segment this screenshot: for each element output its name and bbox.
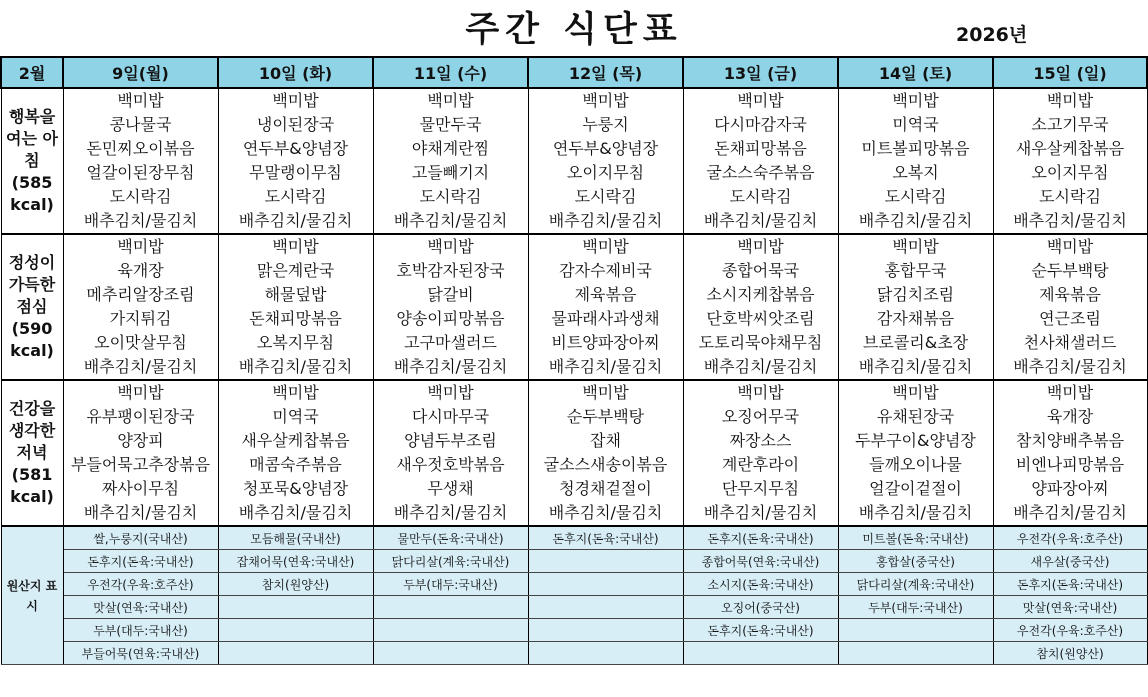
origin-item: 모듬해물(국내산) [218,526,373,550]
menu-item: 미트볼피망볶음 [838,137,993,161]
origin-item [373,596,528,619]
menu-row [1,88,1147,113]
origin-item: 닭다리살(계육:국내산) [838,573,993,596]
menu-item: 백미밥 [993,88,1147,113]
menu-item: 참치양배추볶음 [993,429,1147,453]
menu-item: 백미밥 [63,88,218,113]
menu-item: 배추김치/물김치 [993,355,1147,380]
menu-item: 배추김치/물김치 [218,209,373,234]
day-header: 15일 (일) [993,57,1147,88]
menu-item: 종합어묵국 [683,259,838,283]
menu-item: 들깨오이나물 [838,453,993,477]
menu-row [1,405,1147,429]
menu-item: 해물덮밥 [218,283,373,307]
origin-item [683,642,838,665]
menu-item: 오이지무침 [528,161,683,185]
menu-item: 백미밥 [993,380,1147,405]
menu-item: 새우살케찹볶음 [993,137,1147,161]
menu-item: 오징어무국 [683,405,838,429]
origin-item [218,619,373,642]
origin-item [838,619,993,642]
menu-item: 유채된장국 [838,405,993,429]
menu-item: 단무지무침 [683,477,838,501]
day-header: 13일 (금) [683,57,838,88]
menu-item: 맑은계란국 [218,259,373,283]
menu-item: 감자수제비국 [528,259,683,283]
menu-item: 짜사이무침 [63,477,218,501]
menu-item: 메추리알장조림 [63,283,218,307]
menu-item: 백미밥 [63,234,218,259]
menu-item: 배추김치/물김치 [838,501,993,526]
origin-row [1,619,1147,642]
menu-item: 백미밥 [528,88,683,113]
origin-item: 맛살(연육:국내산) [63,596,218,619]
day-header: 14일 (토) [838,57,993,88]
menu-table [0,56,1148,665]
menu-item: 돈채피망볶음 [683,137,838,161]
menu-item: 도시락김 [838,185,993,209]
year-label: 2026년 [956,24,1028,46]
origin-item [528,619,683,642]
menu-item: 도토리묵야채무침 [683,331,838,355]
origin-item: 맛살(연육:국내산) [993,596,1147,619]
menu-item: 비트양파장아찌 [528,331,683,355]
origin-item: 소시지(돈육:국내산) [683,573,838,596]
menu-item: 천사채샐러드 [993,331,1147,355]
origin-item [373,619,528,642]
menu-item: 오이맛살무침 [63,331,218,355]
menu-item: 배추김치/물김치 [683,209,838,234]
menu-item: 백미밥 [218,88,373,113]
origin-item: 돈후지(돈육:국내산) [63,550,218,573]
menu-item: 배추김치/물김치 [373,355,528,380]
menu-item: 배추김치/물김치 [373,501,528,526]
menu-row [1,234,1147,259]
menu-item: 도시락김 [218,185,373,209]
menu-item: 청포묵&양념장 [218,477,373,501]
menu-item: 닭갈비 [373,283,528,307]
menu-item: 미역국 [838,113,993,137]
origin-item [528,642,683,665]
menu-item: 굴소스새송이볶음 [528,453,683,477]
menu-item: 단호박씨앗조림 [683,307,838,331]
origin-item: 두부(대두:국내산) [838,596,993,619]
menu-item: 순두부백탕 [993,259,1147,283]
origin-row [1,573,1147,596]
menu-item: 닭김치조림 [838,283,993,307]
menu-item: 순두부백탕 [528,405,683,429]
menu-item: 백미밥 [528,380,683,405]
menu-item: 가지튀김 [63,307,218,331]
menu-row [1,355,1147,380]
menu-item: 백미밥 [838,380,993,405]
menu-item: 얼갈이된장무침 [63,161,218,185]
menu-row [1,380,1147,405]
menu-item: 호박감자된장국 [373,259,528,283]
origin-item [218,642,373,665]
menu-item: 백미밥 [838,88,993,113]
menu-item: 오복지무침 [218,331,373,355]
origin-item [528,550,683,573]
origin-item: 두부(대두:국내산) [373,573,528,596]
menu-row [1,259,1147,283]
menu-item: 백미밥 [218,380,373,405]
menu-item: 도시락김 [373,185,528,209]
menu-row [1,307,1147,331]
menu-item: 물만두국 [373,113,528,137]
menu-item: 배추김치/물김치 [528,355,683,380]
menu-item: 유부팽이된장국 [63,405,218,429]
day-header: 10일 (화) [218,57,373,88]
origin-item: 새우살(중국산) [993,550,1147,573]
menu-item: 무생채 [373,477,528,501]
menu-item: 다시마무국 [373,405,528,429]
menu-item: 돈민찌오이볶음 [63,137,218,161]
menu-row [1,331,1147,355]
menu-row [1,185,1147,209]
menu-row [1,113,1147,137]
origin-row [1,596,1147,619]
month-header: 2월 [1,57,63,88]
menu-item: 오복지 [838,161,993,185]
menu-item: 배추김치/물김치 [993,501,1147,526]
origin-item: 물만두(돈육:국내산) [373,526,528,550]
menu-item: 소시지케찹볶음 [683,283,838,307]
menu-item: 도시락김 [63,185,218,209]
menu-item: 제육볶음 [993,283,1147,307]
origin-row [1,526,1147,550]
menu-item: 배추김치/물김치 [528,501,683,526]
origin-item: 우전각(우육:호주산) [993,526,1147,550]
menu-item: 제육볶음 [528,283,683,307]
menu-item: 배추김치/물김치 [993,209,1147,234]
origin-item: 쌀,누룽지(국내산) [63,526,218,550]
menu-item: 백미밥 [683,380,838,405]
origin-item: 잡채어묵(연육:국내산) [218,550,373,573]
menu-item: 양념두부조림 [373,429,528,453]
day-header: 9일(월) [63,57,218,88]
menu-item: 배추김치/물김치 [218,501,373,526]
header-row [1,57,1147,88]
menu-item: 백미밥 [838,234,993,259]
menu-item: 배추김치/물김치 [218,355,373,380]
menu-item: 누룽지 [528,113,683,137]
menu-item: 백미밥 [528,234,683,259]
menu-body [1,88,1147,665]
menu-item: 고들빼기지 [373,161,528,185]
origin-item: 두부(대두:국내산) [63,619,218,642]
menu-item: 도시락김 [528,185,683,209]
day-header: 12일 (목) [528,57,683,88]
menu-item: 양파장아찌 [993,477,1147,501]
meal-label-lunch: 정성이 가득한 점심 (590 kcal) [1,234,63,380]
menu-item: 백미밥 [683,234,838,259]
menu-item: 백미밥 [373,380,528,405]
menu-item: 백미밥 [373,88,528,113]
menu-item: 배추김치/물김치 [683,355,838,380]
origin-item: 우전각(우육:호주산) [993,619,1147,642]
origin-item: 참치(원양산) [993,642,1147,665]
menu-item: 미역국 [218,405,373,429]
menu-item: 육개장 [63,259,218,283]
menu-item: 다시마감자국 [683,113,838,137]
menu-item: 야채계란찜 [373,137,528,161]
origin-item: 돈후지(돈육:국내산) [993,573,1147,596]
menu-item: 연두부&양념장 [528,137,683,161]
origin-item [838,642,993,665]
menu-item: 청경채겉절이 [528,477,683,501]
menu-row [1,453,1147,477]
menu-item: 연근조림 [993,307,1147,331]
menu-item: 얼갈이겉절이 [838,477,993,501]
origin-item: 오징어(중국산) [683,596,838,619]
menu-row [1,209,1147,234]
menu-row [1,501,1147,526]
day-header: 11일 (수) [373,57,528,88]
origin-item: 우전각(우육:호주산) [63,573,218,596]
menu-row [1,429,1147,453]
menu-item: 굴소스숙주볶음 [683,161,838,185]
menu-item: 백미밥 [993,234,1147,259]
menu-item: 매콤숙주볶음 [218,453,373,477]
menu-item: 돈채피망볶음 [218,307,373,331]
menu-item: 콩나물국 [63,113,218,137]
origin-item: 돈후지(돈육:국내산) [528,526,683,550]
menu-item: 계란후라이 [683,453,838,477]
origin-item [528,596,683,619]
menu-item: 백미밥 [63,380,218,405]
menu-item: 브로콜리&초장 [838,331,993,355]
origin-item: 홍합살(중국산) [838,550,993,573]
menu-item: 배추김치/물김치 [63,209,218,234]
menu-item: 배추김치/물김치 [838,355,993,380]
menu-item: 백미밥 [373,234,528,259]
origin-item: 돈후지(돈육:국내산) [683,526,838,550]
menu-item: 새우살케찹볶음 [218,429,373,453]
menu-row [1,161,1147,185]
origin-item: 종합어묵(연육:국내산) [683,550,838,573]
origin-row [1,642,1147,665]
origin-item: 미트볼(돈육:국내산) [838,526,993,550]
menu-item: 감자채볶음 [838,307,993,331]
menu-item: 육개장 [993,405,1147,429]
menu-row [1,477,1147,501]
menu-item: 냉이된장국 [218,113,373,137]
title-bar [0,0,1148,56]
menu-item: 배추김치/물김치 [528,209,683,234]
menu-item: 고구마샐러드 [373,331,528,355]
menu-item: 두부구이&양념장 [838,429,993,453]
menu-item: 부들어묵고추장볶음 [63,453,218,477]
menu-item: 물파래사과생채 [528,307,683,331]
origin-label: 원산지 표시 [1,526,63,665]
menu-item: 홍합무국 [838,259,993,283]
menu-item: 백미밥 [218,234,373,259]
menu-item: 무말랭이무침 [218,161,373,185]
origin-item [218,596,373,619]
menu-item: 배추김치/물김치 [838,209,993,234]
menu-item: 오이지무침 [993,161,1147,185]
menu-item: 배추김치/물김치 [63,355,218,380]
menu-item: 도시락김 [683,185,838,209]
menu-row [1,283,1147,307]
menu-item: 도시락김 [993,185,1147,209]
menu-item: 양장피 [63,429,218,453]
menu-item: 백미밥 [683,88,838,113]
menu-item: 배추김치/물김치 [373,209,528,234]
menu-item: 소고기무국 [993,113,1147,137]
page-title: 주간 식단표 [465,10,683,50]
menu-item: 잡채 [528,429,683,453]
origin-item: 돈후지(돈육:국내산) [683,619,838,642]
origin-row [1,550,1147,573]
menu-item: 비엔나피망볶음 [993,453,1147,477]
meal-label-breakfast: 행복을 여는 아침 (585 kcal) [1,88,63,234]
menu-item: 짜장소스 [683,429,838,453]
menu-item: 새우젓호박볶음 [373,453,528,477]
menu-item: 연두부&양념장 [218,137,373,161]
origin-item [373,642,528,665]
menu-row [1,137,1147,161]
menu-item: 양송이피망볶음 [373,307,528,331]
menu-item: 배추김치/물김치 [683,501,838,526]
origin-item: 닭다리살(계육:국내산) [373,550,528,573]
meal-label-dinner: 건강을 생각한 저녁 (581 kcal) [1,380,63,526]
origin-item [528,573,683,596]
menu-item: 배추김치/물김치 [63,501,218,526]
origin-item: 부들어묵(연육:국내산) [63,642,218,665]
origin-item: 참치(원양산) [218,573,373,596]
